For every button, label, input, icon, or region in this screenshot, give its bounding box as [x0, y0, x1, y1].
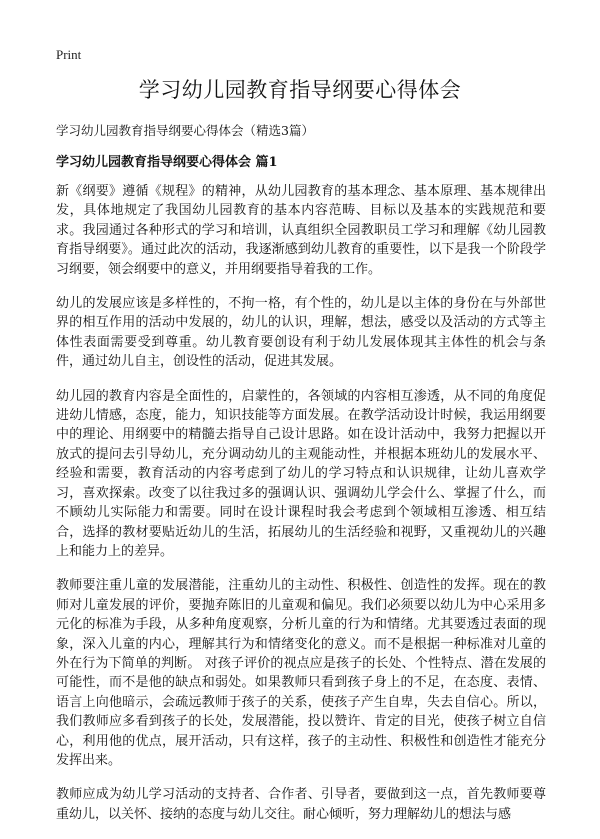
paragraph-4: 教师要注重儿童的发展潜能，注重幼儿的主动性、积极性、创造性的发挥。现在的教师对儿童发展的评价，要抛弃陈旧的儿童观和偏见。我们必须要以幼儿为中心采用多元化的标准为手段，从多种角度观察，分析儿童的行为和情绪。尤其要透过表面的现象，深入儿童的内心，理解其行为和情绪变化的意义。而不是根据一种标准对儿童的外在行为下简单的判断。 对孩子评价的视点应是孩子的长处、个性特点、潜在发展的可能性，而不是他的缺点和弱处。如果教师只看到孩子身上的不足，在态度、表情、语言上向他暗示，会疏远教师于孩子的关系，使孩子产生自卑，失去自信心。所以，我们教师应多看到孩子的长处，发展潜能，投以赞许、肯定的目光，使孩子树立自信心，利用他的优点，展开活动，只有这样，孩子的主动性、积极性和创造性才能充分发挥出来。 — [56, 578, 546, 768]
paragraph-3: 幼儿园的教育内容是全面性的，启蒙性的，各领域的内容相互渗透，从不同的角度促进幼儿情感，态度，能力，知识技能等方面发展。在教学活动设计时候，我运用纲要中的理论、用纲要中的精髓去指导自己设计思路。如在设计活动中，我努力把握以开放式的提问去引导幼儿，充分调动幼儿的主观能动性，并根据本班幼儿的发展水平、经验和需要，教育活动的内容考虑到了幼儿的学习特点和认识规律，让幼儿喜欢学习，喜欢探索。改变了以往我过多的强调认识、强调幼儿学会什么、掌握了什么，而不顾幼儿实际能力和需要。同时在设计课程时我会考虑到个领域相互渗透、相互结合，选择的教材要贴近幼儿的生活，拓展幼儿的生活经验和视野，又重视幼儿的兴趣上和能力上的差异。 — [56, 388, 546, 559]
document-subtitle: 学习幼儿园教育指导纲要心得体会（精选3篇） — [56, 123, 314, 138]
section-heading: 学习幼儿园教育指导纲要心得体会 篇1 — [56, 155, 278, 170]
print-link[interactable]: Print — [56, 47, 82, 62]
document-title: 学习幼儿园教育指导纲要心得体会 — [138, 78, 462, 102]
paragraph-5: 教师应成为幼儿学习活动的支持者、合作者、引导者，要做到这一点，首先教师要尊重幼儿，以关怀、接纳的态度与幼儿交往。耐心倾听，努力理解幼儿的想法与感 — [56, 787, 546, 822]
paragraph-2: 幼儿的发展应该是多样性的，不拘一格，有个性的，幼儿是以主体的身份在与外部世界的相互作用的活动中发展的，幼儿的认识，理解，想法，感受以及活动的方式等主体性表面需要受到尊重。幼儿教育要创设有利于幼儿发展体现其主体性的机会与条件，通过幼儿自主，创设性的活动，促进其发展。 — [56, 296, 546, 370]
paragraph-1: 新《纲要》遵循《规程》的精神，从幼儿园教育的基本理念、基本原理、基本规律出发，具体地规定了我国幼儿园教育的基本内容范畴、目标以及基本的实践规范和要求。我园通过各种形式的学习和培训，认真组织全园教职员工学习和理解《幼儿园教育指导纲要》。通过此次的活动，我逐渐感到幼儿教育的重要性，以下是我一个阶段学习纲要，领会纲要中的意义，并用纲要指导着我的工作。 — [56, 184, 546, 277]
body-text — [56, 182, 546, 839]
